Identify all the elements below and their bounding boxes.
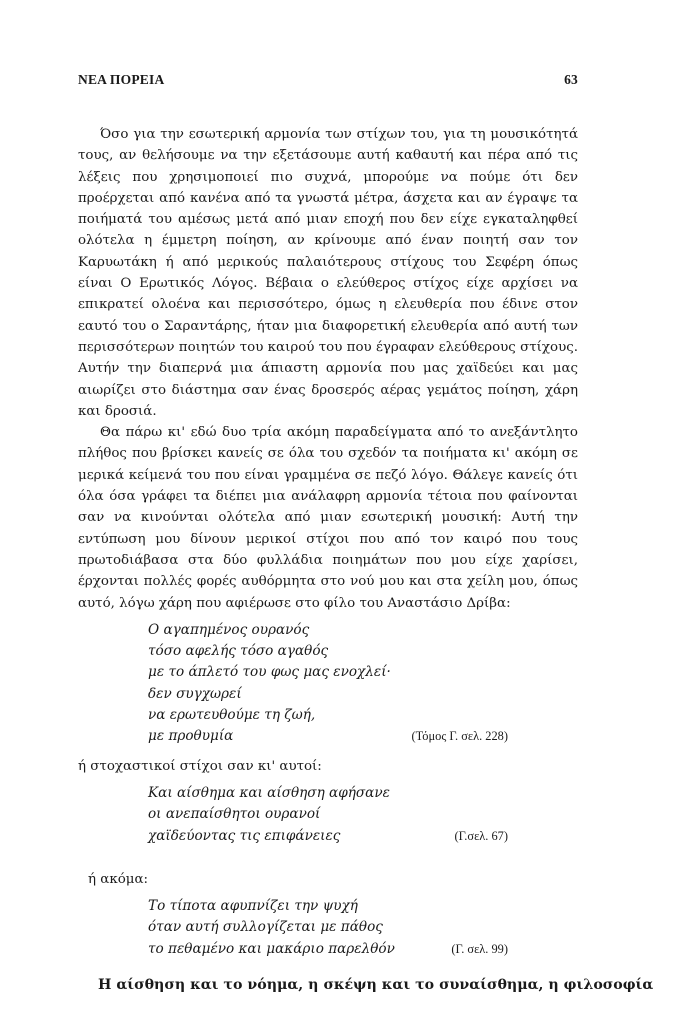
paragraph-2: Θα πάρω κι' εδώ δυο τρία ακόμη παραδείγματα από το ανεξάντλητο πλήθος που βρίσκει κανείς σε όλα του σχεδόν τα ποιήματα κι' ακόμη σε μερικά κείμενά του που είναι γραμμένα σε πεζό λόγο. Θάλεγε κανείς ότι όλα όσα γράφει τα διέπει μια ανάλαφρη αρμονία τέτοια που φαίνονται σαν να κινούνται ολότελα από μιαν εσωτερική μουσική: Αυτή την εντύπωση μου δίνουν μερικοί στίχοι που από τον καιρό που τους πρωτοδιάβασα στα δύο φυλλάδια ποιημάτων που μου είχε χαρίσει, έρχονται πολλές φορές αυθόρμητα στο νού μου και στα χείλη μου, όπως αυτό, λόγω χάρη που αφιέρωσε στο φίλο του Αναστάσιο Δρίβα: bbox=[78, 425, 578, 611]
poem-line: Ο αγαπημένος ουρανός bbox=[148, 621, 310, 638]
poem-line: Το τίποτα αφυπνίζει την ψυχή bbox=[148, 898, 358, 915]
citation-ref: (Γ.σελ. 67) bbox=[454, 828, 508, 843]
poem-line: να ερωτευθούμε τη ζωή, bbox=[148, 707, 316, 724]
poem-line: χαϊδεύοντας τις επιφάνειες (Γ.σελ. 67) bbox=[148, 826, 508, 847]
poem-excerpt-2 bbox=[148, 783, 508, 847]
poem-excerpt-1 bbox=[148, 620, 508, 748]
poem-line: όταν αυτή συλλογίζεται με πάθος bbox=[148, 919, 383, 936]
poem-line: οι ανεπαίσθητοι ουρανοί bbox=[148, 806, 321, 823]
running-title: ΝΕΑ ΠΟΡΕΙΑ bbox=[78, 72, 165, 87]
poem-line: με το άπλετό του φως μας ενοχλεί· bbox=[148, 664, 391, 681]
paragraph-1: Όσο για την εσωτερική αρμονία των στίχων του, για τη μουσικότητά τους, αν θελήσουμε να την εξετάσουμε αυτή καθαυτή και πέρα από τις λέξεις που χρησιμοποιεί πιο συχνά, μπορούμε να πούμε ότι δεν προέρχεται από κανένα από τα γνωστά μέτρα, άσχετα και αν έγραψε τα ποιήματά του αμέσως μετά από μιαν εποχή που δεν είχε εγκαταληφθεί ολότελα η έμμετρη ποίηση, αν κρίνουμε από έναν ποιητή σαν τον Καρυωτάκη ή από μερικούς παλαιότερους στίχους του Σεφέρη όπως είναι Ο Ερωτικός Λόγος. Βέβαια ο ελεύθερος στίχος είχε αρχίσει να επικρατεί ολοένα και περισσότερο, όμως η ελευθερία που έδινε στον εαυτό του ο Σαραντάρης, ήταν μια διαφορετική ελευθερία από αυτή των περισσότερων ποιητών του καιρού του που έγραφαν ελεύθερους στίχους. Αυτήν την διαπερνά μια άπιαστη αρμονία που μας χαϊδεύει και μας αιωρίζει στο διάστημα σαν ένας δροσερός αέρας γεμάτος ποίηση, χάρη και δροσιά. bbox=[78, 127, 578, 419]
poem-line: το πεθαμένο και μακάριο παρελθόν (Γ. σελ. 99) bbox=[148, 939, 508, 960]
poem-line: τόσο αφελής τόσο αγαθός bbox=[148, 643, 329, 660]
poem-line: Και αίσθημα και αίσθηση αφήσανε bbox=[148, 784, 390, 801]
poem-line: δεν συγχωρεί bbox=[148, 685, 242, 702]
page-number: 63 bbox=[564, 72, 578, 87]
final-line: Η αίσθηση και το νόημα, η σκέψη και το συναίσθημα, η φιλοσοφία bbox=[98, 976, 654, 993]
citation-ref: (Τόμος Γ. σελ. 228) bbox=[411, 729, 508, 744]
poem-excerpt-3 bbox=[148, 896, 508, 960]
poem-line: με προθυμία (Τόμος Γ. σελ. 228) bbox=[148, 726, 508, 747]
book-page bbox=[78, 72, 654, 996]
lead-in-text-2: ή στοχαστικοί στίχοι σαν κι' αυτοί: bbox=[78, 758, 322, 774]
running-header bbox=[78, 72, 578, 88]
lead-in-text-3: ή ακόμα: bbox=[88, 871, 149, 887]
citation-ref: (Γ. σελ. 99) bbox=[451, 941, 508, 956]
